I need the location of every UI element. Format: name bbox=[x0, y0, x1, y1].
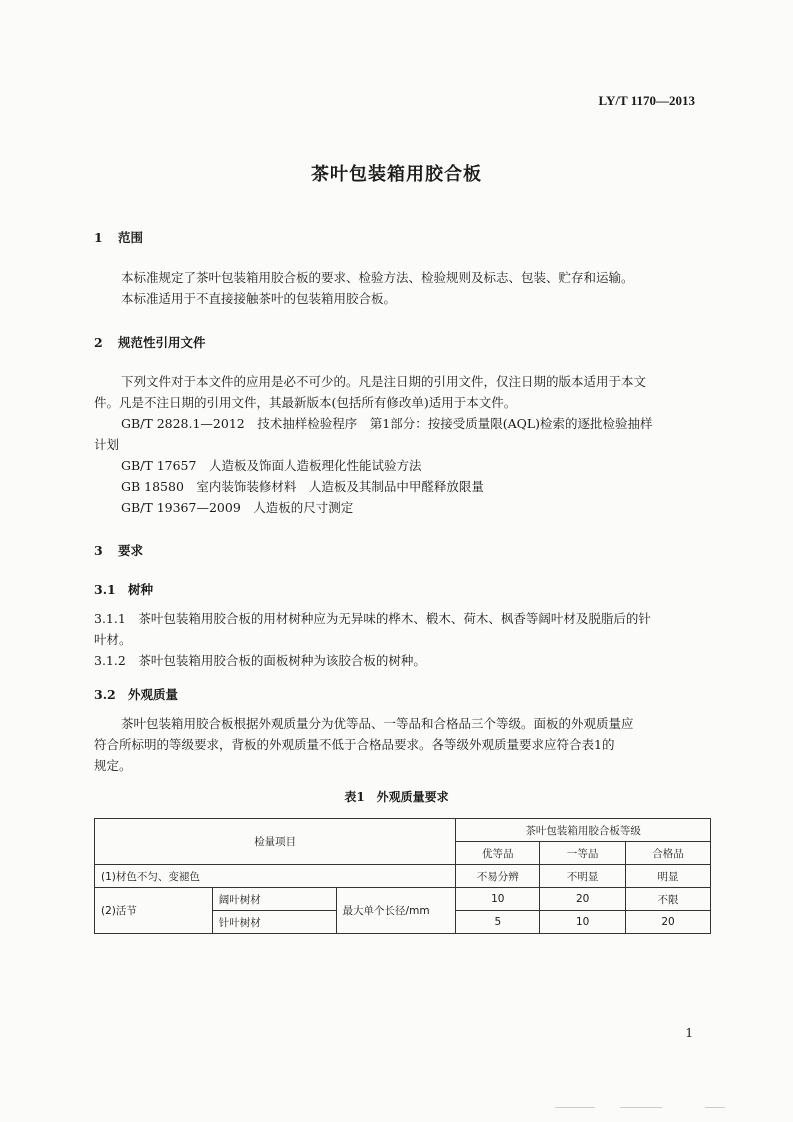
table-cell: 10 bbox=[456, 888, 540, 911]
appearance-paragraph-line-1: 茶叶包装箱用胶合板根据外观质量分为优等品、一等品和合格品三个等级。面板的外观质量应 bbox=[121, 716, 634, 731]
appearance-paragraph-line-2: 符合所标明的等级要求，背板的外观质量不低于合格品要求。各等级外观质量要求应符合表1的 bbox=[94, 737, 615, 752]
references-intro-line-2: 件。凡是不注日期的引用文件，其最新版本(包括所有修改单)适用于本文件。 bbox=[94, 395, 517, 410]
clause-3-1-2 bbox=[94, 651, 426, 670]
footer-divider bbox=[620, 1107, 662, 1108]
section-number: 2 bbox=[94, 335, 103, 350]
reference-3: GB 18580 室内装饰装修材料 人造板及其制品中甲醛释放限量 bbox=[121, 479, 484, 494]
subsection-3-1-heading bbox=[94, 580, 153, 598]
table-cell: 明显 bbox=[626, 865, 711, 888]
section-1-heading bbox=[94, 228, 143, 246]
table-cell: 5 bbox=[456, 911, 540, 934]
reference-4: GB/T 19367—2009 人造板的尺寸测定 bbox=[121, 500, 354, 515]
sub-label-softwood: 针叶树材 bbox=[212, 911, 336, 934]
table-cell: 20 bbox=[626, 911, 711, 934]
header-grade-qualified: 合格品 bbox=[626, 842, 711, 865]
reference-1-line-2: 计划 bbox=[94, 437, 120, 452]
table-row bbox=[95, 888, 711, 911]
section-title: 规范性引用文件 bbox=[118, 335, 206, 350]
header-inspection-item: 检量项目 bbox=[95, 819, 456, 865]
reference-1-line-1: GB/T 2828.1—2012 技术抽样检验程序 第1部分：按接受质量限(AQL)检索的逐批检验抽样 bbox=[121, 416, 653, 431]
document-code: LY/T 1170—2013 bbox=[598, 93, 695, 108]
clause-text: 茶叶包装箱用胶合板的面板树种为该胶合板的树种。 bbox=[138, 653, 426, 668]
table-cell: 不易分辨 bbox=[456, 865, 540, 888]
page-number: 1 bbox=[685, 1026, 693, 1040]
scope-paragraph-2: 本标准适用于不直接接触茶叶的包装箱用胶合板。 bbox=[121, 291, 397, 306]
section-3-heading bbox=[94, 541, 143, 559]
table-cell: 不明显 bbox=[540, 865, 626, 888]
clause-3-1-1-line-2: 叶材。 bbox=[94, 632, 132, 647]
scope-paragraph-1: 本标准规定了茶叶包装箱用胶合板的要求、检验方法、检验规则及标志、包装、贮存和运输。 bbox=[121, 270, 634, 285]
table-row bbox=[95, 865, 711, 888]
measure-label: 最大单个长径/mm bbox=[336, 888, 456, 934]
table-cell: 20 bbox=[540, 888, 626, 911]
header-grade-superior: 优等品 bbox=[456, 842, 540, 865]
table-cell: 10 bbox=[540, 911, 626, 934]
page-title: 茶叶包装箱用胶合板 bbox=[311, 164, 482, 185]
header-grade-first: 一等品 bbox=[540, 842, 626, 865]
clause-3-1-1-line-1 bbox=[94, 609, 651, 628]
subsection-title: 外观质量 bbox=[128, 687, 179, 702]
table-caption: 表1 外观质量要求 bbox=[344, 790, 449, 804]
row-label-color: (1)材色不匀、变褪色 bbox=[95, 865, 456, 888]
references-intro-line-1: 下列文件对于本文件的应用是必不可少的。凡是注日期的引用文件，仅注日期的版本适用于本文 bbox=[121, 374, 647, 389]
clause-number: 3.1.1 bbox=[94, 611, 126, 626]
clause-number: 3.1.2 bbox=[94, 653, 126, 668]
appearance-paragraph-line-3: 规定。 bbox=[94, 758, 132, 773]
footer-divider bbox=[705, 1107, 725, 1108]
table-cell: 不限 bbox=[626, 888, 711, 911]
section-title: 要求 bbox=[118, 543, 144, 558]
section-number: 3 bbox=[94, 543, 103, 558]
subsection-title: 树种 bbox=[128, 582, 154, 597]
clause-text: 茶叶包装箱用胶合板的用材树种应为无异味的桦木、椴木、荷木、枫香等阔叶材及脱脂后的针 bbox=[138, 611, 651, 626]
subsection-number: 3.2 bbox=[94, 687, 116, 702]
subsection-number: 3.1 bbox=[94, 582, 116, 597]
row-label-knots: (2)活节 bbox=[95, 888, 213, 934]
sub-label-hardwood: 阔叶树材 bbox=[212, 888, 336, 911]
reference-2: GB/T 17657 人造板及饰面人造板理化性能试验方法 bbox=[121, 458, 422, 473]
subsection-3-2-heading bbox=[94, 685, 178, 703]
table-header-row bbox=[95, 819, 711, 842]
section-title: 范围 bbox=[118, 230, 144, 245]
footer-divider bbox=[555, 1107, 595, 1108]
appearance-quality-table bbox=[94, 818, 711, 934]
section-2-heading bbox=[94, 333, 206, 351]
section-number: 1 bbox=[94, 230, 103, 245]
header-grade-group: 茶叶包装箱用胶合板等级 bbox=[456, 819, 711, 842]
